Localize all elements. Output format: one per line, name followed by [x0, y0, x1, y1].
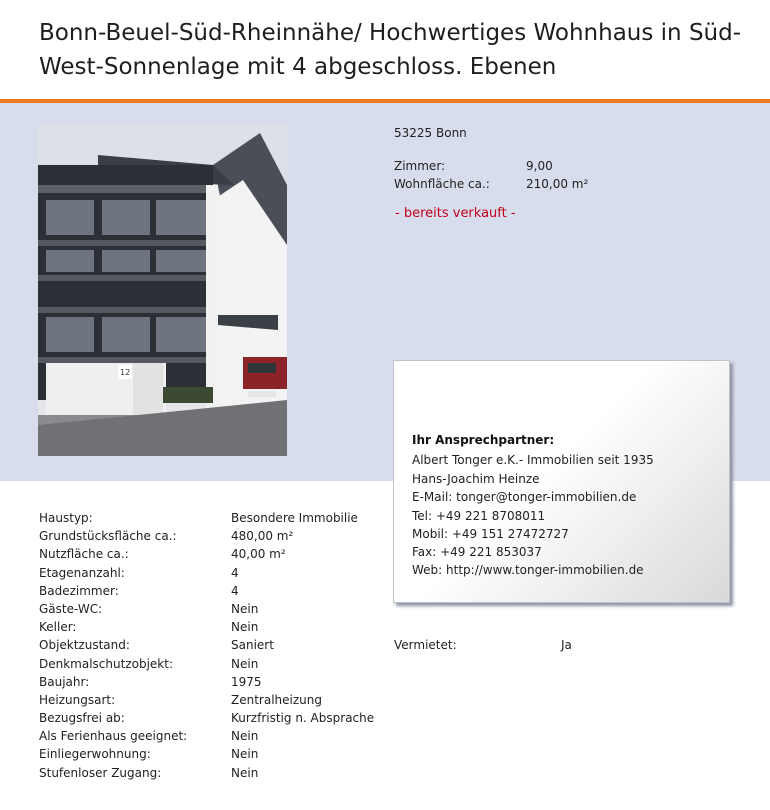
contact-company: Albert Tonger e.K.- Immobilien seit 1935 — [412, 453, 654, 467]
detail-row — [39, 564, 739, 582]
detail-value: 40,00 m² — [231, 547, 286, 562]
detail-value: Nein — [231, 601, 259, 616]
living-area-value: 210,00 m² — [526, 177, 589, 191]
detail-value: Nein — [231, 656, 259, 671]
detail-value: Zentralheizung — [231, 692, 322, 707]
detail-label: Einliegerwohnung: — [39, 747, 151, 762]
detail-value: Saniert — [231, 638, 274, 653]
rented-label: Vermietet: — [394, 638, 457, 653]
detail-value: Nein — [231, 620, 259, 635]
detail-row — [39, 636, 739, 654]
detail-label: Heizungsart: — [39, 692, 116, 707]
detail-value: Besondere Immobilie — [231, 511, 358, 525]
detail-value: Nein — [231, 729, 259, 744]
rooms-label: Zimmer: — [394, 159, 446, 173]
detail-label: Gäste-WC: — [39, 601, 103, 616]
detail-label: Nutzfläche ca.: — [39, 547, 129, 562]
detail-row — [39, 545, 739, 563]
detail-row — [39, 655, 739, 673]
detail-value: 480,00 m² — [231, 529, 294, 544]
detail-value: Kurzfristig n. Absprache — [231, 711, 375, 726]
detail-row — [39, 673, 739, 691]
contact-phone: Tel: +49 221 8708011 — [412, 509, 546, 523]
living-area-label: Wohnfläche ca.: — [394, 177, 490, 191]
sold-status: - bereits verkauft - — [395, 206, 516, 221]
detail-label: Haustyp: — [39, 511, 93, 525]
contact-email[interactable]: E-Mail: tonger@tonger-immobilien.de — [412, 490, 637, 504]
detail-value: Nein — [231, 765, 259, 780]
detail-value: 4 — [231, 583, 239, 598]
detail-row — [39, 691, 739, 709]
detail-label: Objektzustand: — [39, 638, 130, 653]
property-photo[interactable] — [38, 125, 287, 456]
svg-text:12: 12 — [120, 368, 131, 377]
detail-row — [39, 709, 739, 727]
detail-label: Grundstücksfläche ca.: — [39, 529, 177, 544]
detail-label: Als Ferienhaus geeignet: — [39, 729, 188, 744]
detail-label: Baujahr: — [39, 674, 90, 689]
detail-row — [39, 527, 739, 545]
contact-heading: Ihr Ansprechpartner: — [412, 433, 555, 447]
detail-label: Denkmalschutzobjekt: — [39, 656, 173, 671]
detail-row — [39, 727, 739, 745]
detail-row — [39, 764, 739, 782]
detail-value: 1975 — [231, 674, 262, 689]
contact-fax: Fax: +49 221 853037 — [412, 545, 542, 559]
detail-row — [39, 509, 739, 527]
detail-value: 4 — [231, 565, 239, 580]
detail-row — [39, 582, 739, 600]
detail-label: Etagenanzahl: — [39, 565, 125, 580]
house-image — [38, 125, 287, 456]
details-list — [39, 509, 739, 782]
detail-row — [39, 745, 739, 763]
contact-person: Hans-Joachim Heinze — [412, 472, 540, 486]
detail-row — [39, 618, 739, 636]
rented-value: Ja — [561, 638, 572, 653]
detail-label: Bezugsfrei ab: — [39, 711, 125, 726]
location: 53225 Bonn — [394, 126, 467, 140]
detail-label: Keller: — [39, 620, 77, 635]
detail-row — [39, 600, 739, 618]
detail-value: Nein — [231, 747, 259, 762]
detail-label: Stufenloser Zugang: — [39, 765, 162, 780]
detail-label: Badezimmer: — [39, 583, 119, 598]
rooms-value: 9,00 — [526, 159, 553, 173]
contact-mobile: Mobil: +49 151 27472727 — [412, 527, 569, 541]
page-title: Bonn-Beuel-Süd-Rheinnähe/ Hochwertiges Wohnhaus in Süd-West-Sonnenlage mit 4 abgeschloss. Ebenen — [39, 20, 742, 80]
contact-web[interactable]: Web: http://www.tonger-immobilien.de — [412, 563, 644, 577]
